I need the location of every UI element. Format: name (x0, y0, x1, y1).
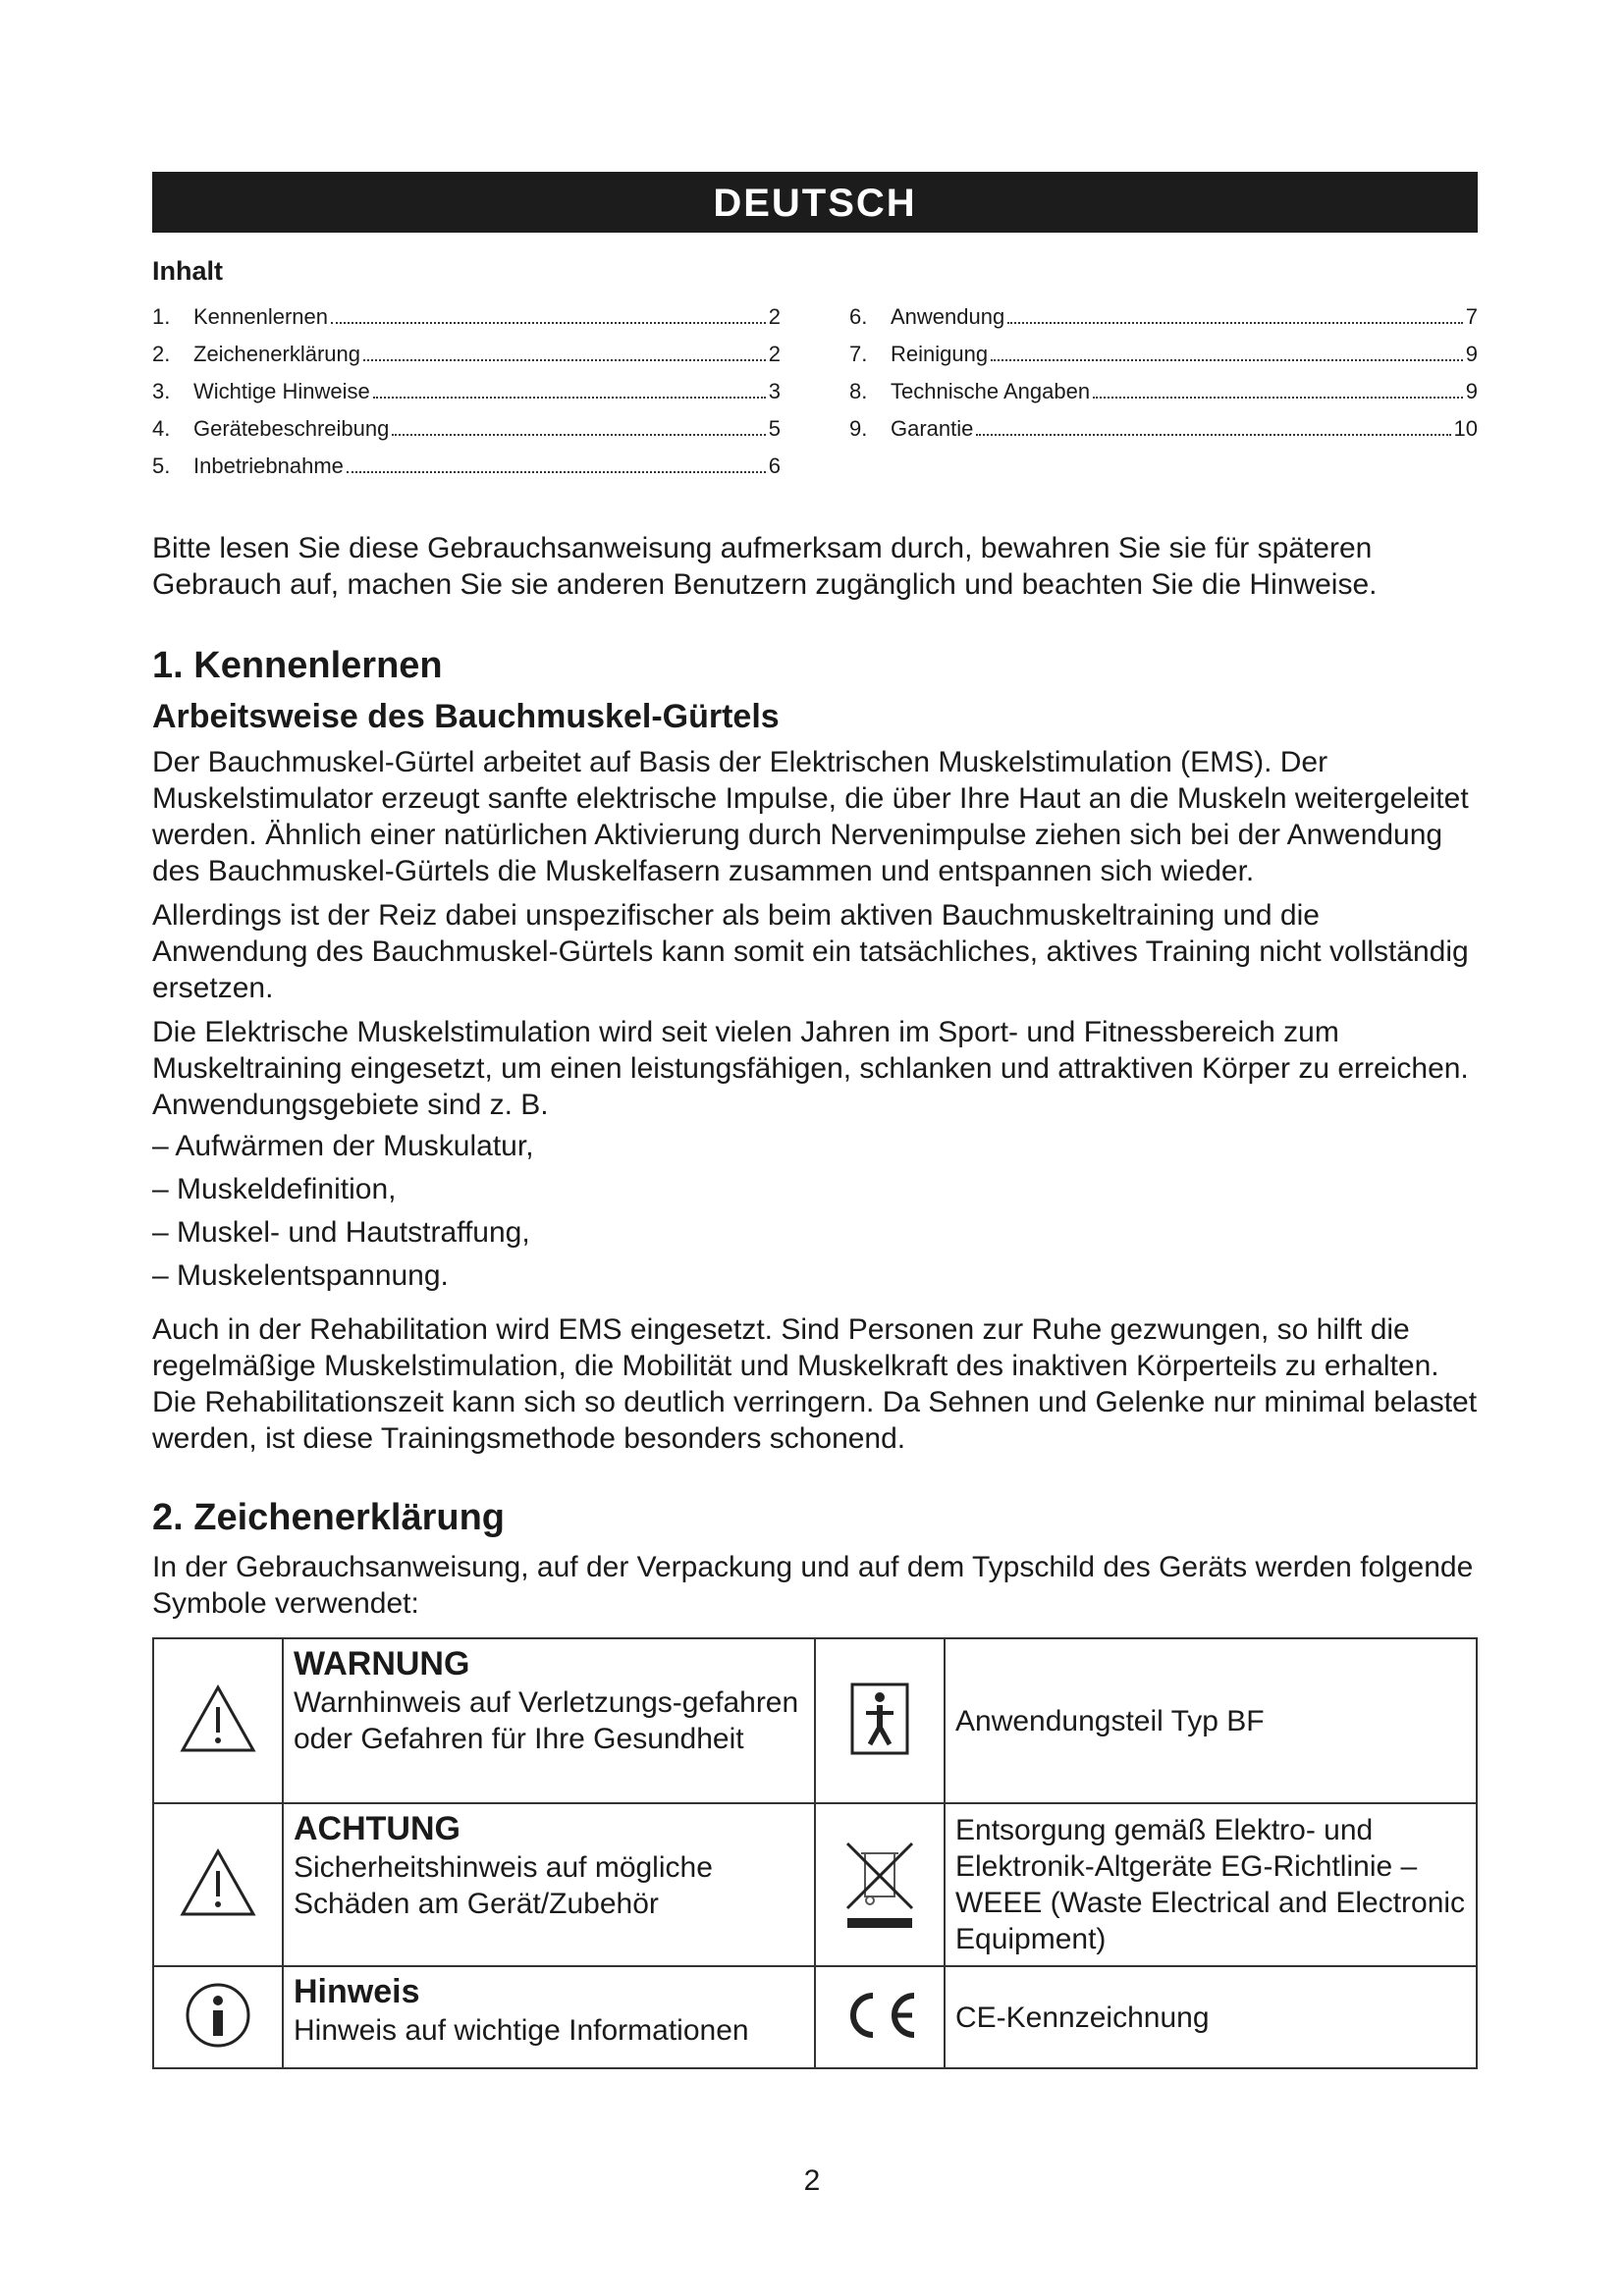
section-1-subheading: Arbeitsweise des Bauchmuskel-Gürtels (152, 698, 780, 735)
list-item: – Muskel- und Hautstraffung, (152, 1211, 1478, 1255)
toc-right-column (849, 304, 1478, 491)
caution-triangle-icon (153, 1803, 283, 1966)
toc-entry[interactable]: 8. Technische Angaben 9 (849, 379, 1478, 403)
symbol-description (283, 1638, 815, 1803)
section-1-paragraph: Der Bauchmuskel-Gürtel arbeitet auf Basis der Elektrischen Muskelstimulation (EMS). Der Muskelstimulator erzeugt sanfte elektrische Impulse, die über Ihre Haut an die Muskeln weitergeleitet werden. Ähnlich einer natürlichen Aktivierung durch Nervenimpulse ziehen sich bei der Anwendung des Bauchmuskel-Gürtels die Muskelfasern zusammen und entspannen sich wieder. (152, 746, 1469, 887)
symbol-meaning: CE-Kennzeichnung (945, 1966, 1477, 2068)
toc-entry[interactable]: 6. Anwendung 7 (849, 304, 1478, 329)
symbol-table (152, 1637, 1478, 2069)
section-1-heading: 1. Kennenlernen (152, 645, 443, 686)
symbol-text: Warnhinweis auf Verletzungs-gefahren oder Gefahren für Ihre Gesundheit (294, 1686, 799, 1755)
table-row (153, 1966, 1477, 2068)
section-1-paragraph: Die Elektrische Muskelstimulation wird seit vielen Jahren im Sport- und Fitnessbereich zum Muskeltraining eingesetzt, um einen leistungsfähigen, schlanken und attraktiven Körper zu erreichen. Anwendungsgebiete sind z. B. (152, 1016, 1469, 1121)
weee-bin-icon (815, 1803, 945, 1966)
toc-entry[interactable]: 5. Inbetriebnahme 6 (152, 454, 781, 478)
symbol-description (283, 1803, 815, 1966)
table-of-contents (152, 304, 1478, 491)
symbol-meaning: Anwendungsteil Typ BF (945, 1638, 1477, 1803)
page-number: 2 (803, 2164, 821, 2197)
toc-entry[interactable]: 1. Kennenlernen 2 (152, 304, 781, 329)
type-bf-icon (815, 1638, 945, 1803)
list-item: – Muskelentspannung. (152, 1255, 1478, 1298)
toc-entry[interactable]: 3. Wichtige Hinweise 3 (152, 379, 781, 403)
toc-left-column (152, 304, 781, 491)
symbol-title: Hinweis (294, 1973, 420, 2010)
symbol-text: Hinweis auf wichtige Informationen (294, 2014, 749, 2047)
symbol-title: ACHTUNG (294, 1810, 460, 1847)
intro-paragraph: Bitte lesen Sie diese Gebrauchsanweisung aufmerksam durch, bewahren Sie sie für späteren Gebrauch auf, machen Sie sie anderen Benutzern zugänglich und beachten Sie die Hinweise. (152, 532, 1378, 601)
list-item: – Muskeldefinition, (152, 1168, 1478, 1211)
info-icon (153, 1966, 283, 2068)
list-item: – Aufwärmen der Muskulatur, (152, 1125, 1478, 1168)
application-list (152, 1125, 1478, 1298)
symbol-text: Sicherheitshinweis auf mögliche Schäden am Gerät/Zubehör (294, 1851, 713, 1920)
language-header: DEUTSCH (152, 172, 1478, 233)
section-2-paragraph: In der Gebrauchsanweisung, auf der Verpackung und auf dem Typschild des Geräts werden folgende Symbole verwendet: (152, 1551, 1474, 1620)
symbol-title: WARNUNG (294, 1645, 470, 1682)
toc-title: Inhalt (152, 256, 223, 286)
ce-mark-icon (815, 1966, 945, 2068)
toc-entry[interactable]: 2. Zeichenerklärung 2 (152, 342, 781, 366)
toc-entry[interactable]: 4. Gerätebeschreibung 5 (152, 416, 781, 441)
symbol-meaning: Entsorgung gemäß Elektro- und Elektronik-Altgeräte EG-Richtlinie – WEEE (Waste Electrical and Electronic Equipment) (945, 1803, 1477, 1966)
toc-entry[interactable]: 7. Reinigung 9 (849, 342, 1478, 366)
symbol-description (283, 1966, 815, 2068)
toc-entry[interactable]: 9. Garantie 10 (849, 416, 1478, 441)
warning-triangle-icon (153, 1638, 283, 1803)
section-2-heading: 2. Zeichenerklärung (152, 1497, 506, 1538)
section-1-paragraph: Auch in der Rehabilitation wird EMS eingesetzt. Sind Personen zur Ruhe gezwungen, so hilft die regelmäßige Muskelstimulation, die Mobilität und Muskelkraft des inaktiven Körperteils zu erhalten. Die Rehabilitationszeit kann sich so deutlich verringern. Da Sehnen und Gelenke nur minimal belastet werden, ist diese Trainingsmethode besonders schonend. (152, 1313, 1478, 1455)
table-row (153, 1638, 1477, 1803)
page-content (152, 172, 1478, 2069)
section-1-paragraph: Allerdings ist der Reiz dabei unspezifischer als beim aktiven Bauchmuskeltraining und die Anwendung des Bauchmuskel-Gürtels kann somit ein tatsächliches, aktives Training nicht vollständig ersetzen. (152, 899, 1469, 1004)
table-row (153, 1803, 1477, 1966)
